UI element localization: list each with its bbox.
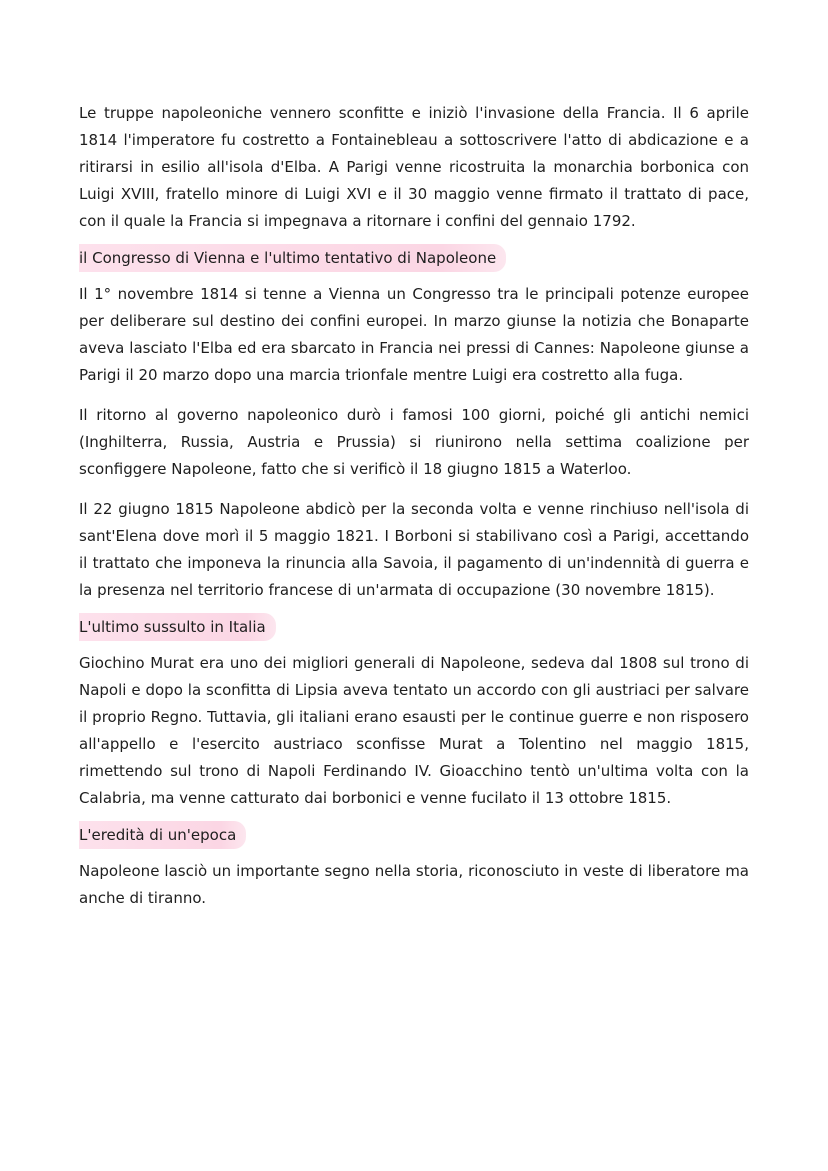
- document-page: [79, 100, 749, 912]
- paragraph-second-abdication: Il 22 giugno 1815 Napoleone abdicò per la seconda volta e venne rinchiuso nell'isola di sant'Elena dove morì il 5 maggio 1821. I Borboni si stabilivano così a Parigi, accettando il trattato che imponeva la rinuncia alla Savoia, il pagamento di un'indennità di guerra e la presenza nel territorio francese di un'armata di occupazione (30 novembre 1815).: [79, 500, 749, 599]
- paragraph-murat: Giochino Murat era uno dei migliori generali di Napoleone, sedeva dal 1808 sul trono di Napoli e dopo la sconfitta di Lipsia aveva tentato un accordo con gli austriaci per salvare il proprio Regno. Tuttavia, gli italiani erano esausti per le continue guerre e non risposero all'appello e l'esercito austriaco sconfisse Murat a Tolentino nel maggio 1815, rimettendo sul trono di Napoli Ferdinando IV. Gioacchino tentò un'ultima volta con la Calabria, ma venne catturato dai borbonici e venne fucilato il 13 ottobre 1815.: [79, 654, 749, 807]
- heading-wrap-congress: [79, 244, 749, 272]
- paragraph-legacy: Napoleone lasciò un importante segno nella storia, riconosciuto in veste di liberatore ma anche di tiranno.: [79, 862, 749, 907]
- heading-wrap-italy: [79, 613, 749, 641]
- heading-wrap-legacy: [79, 821, 749, 849]
- section-heading-legacy: L'eredità di un'epoca: [79, 821, 246, 849]
- paragraph-hundred-days: Il ritorno al governo napoleonico durò i famosi 100 giorni, poiché gli antichi nemici (Inghilterra, Russia, Austria e Prussia) si riunirono nella settima coalizione per sconfiggere Napoleone, fatto che si verificò il 18 giugno 1815 a Waterloo.: [79, 406, 749, 478]
- section-heading-last-jolt-italy: L'ultimo sussulto in Italia: [79, 613, 276, 641]
- section-heading-congress-of-vienna: il Congresso di Vienna e l'ultimo tentativo di Napoleone: [79, 244, 506, 272]
- paragraph-congress: Il 1° novembre 1814 si tenne a Vienna un Congresso tra le principali potenze europee per deliberare sul destino dei confini europei. In marzo giunse la notizia che Bonaparte aveva lasciato l'Elba ed era sbarcato in Francia nei pressi di Cannes: Napoleone giunse a Parigi il 20 marzo dopo una marcia trionfale mentre Luigi era costretto alla fuga.: [79, 285, 749, 384]
- paragraph-abdication: Le truppe napoleoniche vennero sconfitte e iniziò l'invasione della Francia. Il 6 aprile 1814 l'imperatore fu costretto a Fontainebleau a sottoscrivere l'atto di abdicazione e a ritirarsi in esilio all'isola d'Elba. A Parigi venne ricostruita la monarchia borbonica con Luigi XVIII, fratello minore di Luigi XVI e il 30 maggio venne firmato il trattato di pace, con il quale la Francia si impegnava a ritornare i confini del gennaio 1792.: [79, 104, 749, 230]
